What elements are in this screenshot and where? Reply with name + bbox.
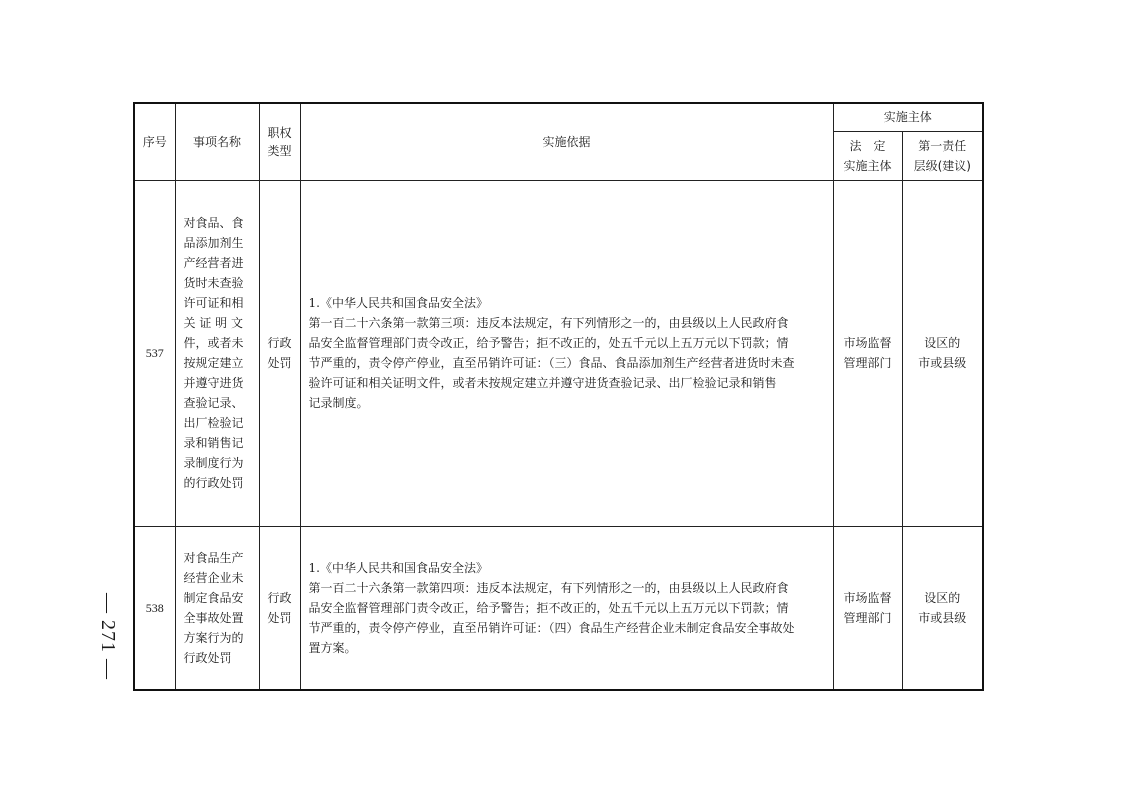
basis-line: 第一百二十六条第一款第三项：违反本法规定，有下列情形之一的，由县级以上人民政府食: [308, 316, 789, 330]
header-first-resp: [902, 131, 983, 180]
item-name-line: 全事故处置: [183, 610, 244, 625]
item-name-line: 录和销售记: [183, 436, 244, 450]
item-name-line: 许可证和相: [183, 296, 244, 310]
item-name-line: 按规定建立: [183, 356, 244, 370]
item-name-line: 的行政处罚: [183, 476, 244, 490]
header-implementing-body: 实施主体: [833, 103, 983, 131]
header-legal-body: [833, 131, 902, 180]
item-name-line: 品添加剂生: [183, 236, 244, 250]
basis-line: 第一百二十六条第一款第四项：违反本法规定，有下列情形之一的，由县级以上人民政府食: [308, 580, 789, 595]
row-seq: 538: [134, 526, 175, 690]
item-name-line: 件，或者未: [183, 336, 244, 350]
item-name-line: 产经营者进: [183, 256, 244, 270]
power-type-line: 行政: [267, 336, 292, 350]
power-type-line: 处罚: [267, 610, 292, 625]
basis-line: 1.《中华人民共和国食品安全法》: [308, 296, 488, 310]
basis-line: 品安全监督管理部门责令改正，给予警告；拒不改正的，处五千元以上五万元以下罚款；情: [308, 600, 789, 615]
first-resp-line: 市或县级: [918, 610, 967, 625]
item-name-line: 查验记录、: [183, 396, 244, 410]
header-legal-body-line2: 实施主体: [843, 158, 892, 173]
row-seq: 537: [134, 180, 175, 526]
item-name-line: 对食品生产: [183, 550, 244, 565]
table-row: [134, 180, 983, 526]
row-basis: [300, 180, 833, 526]
first-resp-line: 设区的: [924, 590, 961, 605]
item-name-line: 录制度行为: [183, 456, 244, 470]
page-number: [92, 592, 122, 680]
first-resp-line: 市或县级: [918, 356, 967, 370]
legal-body-line: 市场监督: [843, 336, 892, 350]
row-power-type: [259, 526, 300, 690]
first-resp-line: 设区的: [924, 336, 961, 350]
header-first-resp-line2: 层级(建议): [913, 158, 971, 173]
basis-line: 记录制度。: [308, 396, 369, 410]
row-power-type: [259, 180, 300, 526]
header-basis: 实施依据: [300, 103, 833, 180]
row-legal-body: [833, 526, 902, 690]
item-name-line: 货时未查验: [183, 276, 244, 290]
row-item-name: [175, 526, 259, 690]
power-type-line: 处罚: [267, 356, 292, 370]
basis-line: 验许可证和相关证明文件，或者未按规定建立并遵守进货查验记录、出厂检验记录和销售: [308, 376, 777, 390]
legal-body-line: 管理部门: [843, 610, 892, 625]
row-first-resp: [902, 180, 983, 526]
row-item-name: [175, 180, 259, 526]
power-type-line: 行政: [267, 590, 292, 605]
header-power-type: 职权类型: [259, 103, 300, 180]
item-name-line: 行政处罚: [183, 650, 232, 665]
legal-body-line: 管理部门: [843, 356, 892, 370]
item-name-line: 并遵守进货: [183, 376, 244, 390]
row-basis: [300, 526, 833, 690]
basis-line: 置方案。: [308, 640, 357, 655]
header-legal-body-line1: 法 定: [849, 138, 886, 153]
item-name-line: 对食品、食: [183, 216, 244, 230]
row-legal-body: [833, 180, 902, 526]
table-row: [134, 526, 983, 690]
item-name-line: 关 证 明 文: [183, 316, 243, 330]
item-name-line: 经营企业未: [183, 570, 244, 585]
page-number-text: — 271 —: [96, 592, 119, 680]
basis-line: 1.《中华人民共和国食品安全法》: [308, 560, 488, 575]
row-first-resp: [902, 526, 983, 690]
item-name-line: 出厂检验记: [183, 416, 244, 430]
header-row-1: [134, 103, 983, 131]
item-name-line: 制定食品安: [183, 590, 244, 605]
header-seq: 序号: [134, 103, 175, 180]
item-name-line: 方案行为的: [183, 630, 244, 645]
enforcement-table: [133, 102, 984, 691]
basis-line: 节严重的，责令停产停业，直至吊销许可证：（四）食品生产经营企业未制定食品安全事故处: [308, 620, 795, 635]
header-first-resp-line1: 第一责任: [918, 138, 967, 153]
header-item-name: 事项名称: [175, 103, 259, 180]
basis-line: 品安全监督管理部门责令改正，给予警告；拒不改正的，处五千元以上五万元以下罚款；情: [308, 336, 789, 350]
legal-body-line: 市场监督: [843, 590, 892, 605]
basis-line: 节严重的，责令停产停业，直至吊销许可证：（三）食品、食品添加剂生产经营者进货时未查: [308, 356, 795, 370]
